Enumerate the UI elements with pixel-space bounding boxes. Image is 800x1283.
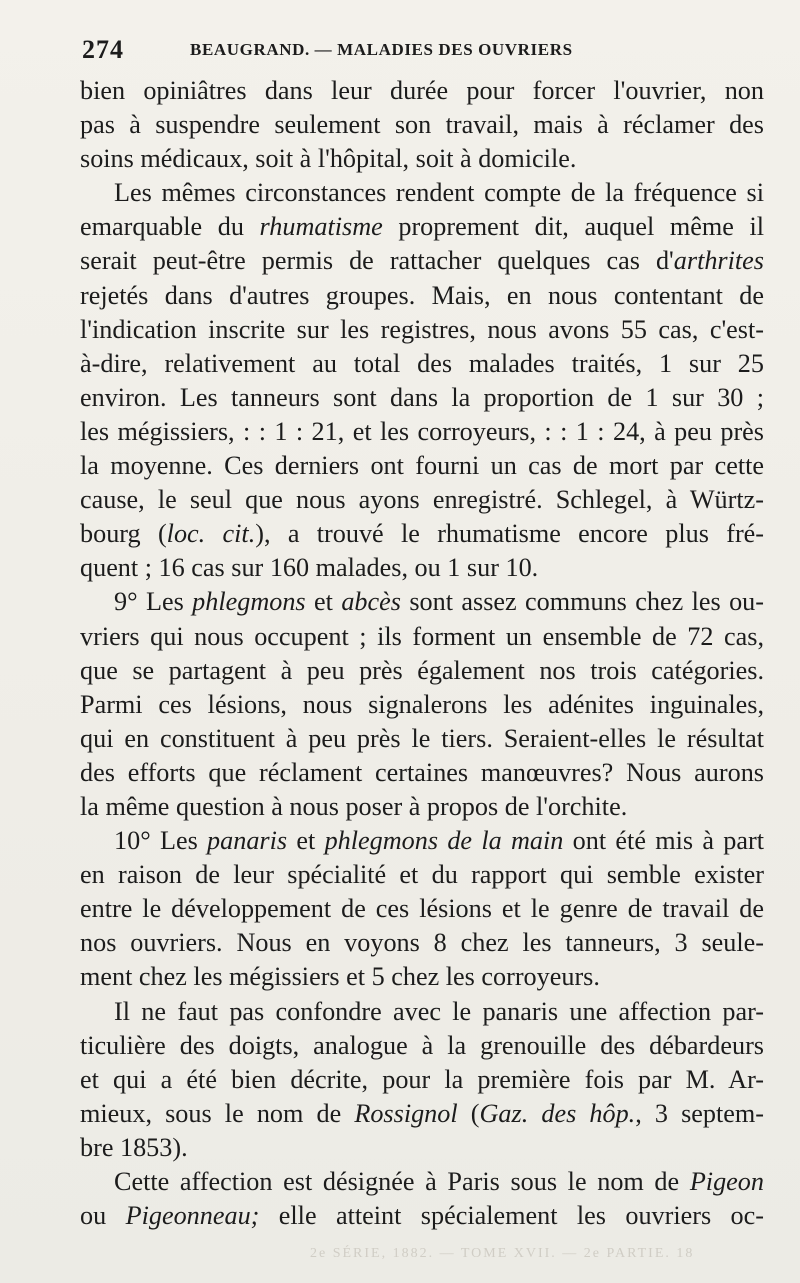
text-line: nos ouvriers. Nous en voyons 8 chez les tanneurs, 3 seule- — [80, 928, 764, 958]
text-line: mieux, sous le nom de Rossignol (Gaz. des hôp., 3 septem- — [80, 1098, 764, 1128]
text-line: pas à suspendre seulement son travail, mais à réclamer des — [80, 110, 764, 140]
text-line: la même question à nous poser à propos de l'orchite. — [80, 791, 628, 821]
text-line: et qui a été bien décrite, pour la première fois par M. Ar- — [80, 1064, 764, 1094]
text-line: quent ; 16 cas sur 160 malades, ou 1 sur 10. — [80, 553, 539, 583]
page-number: 274 — [82, 35, 124, 64]
bleed-through-footer: 2e SÉRIE, 1882. — TOME XVII. — 2e PARTIE. 18 — [310, 1246, 695, 1261]
text-line: que se partagent à peu près également nos trois catégories. — [80, 655, 764, 685]
running-head: BEAUGRAND. — MALADIES DES OUVRIERS — [190, 40, 573, 59]
paragraph-start-line: Il ne faut pas confondre avec le panaris une affection par- — [114, 996, 764, 1026]
text-line: bien opiniâtres dans leur durée pour forcer l'ouvrier, non — [80, 76, 764, 105]
italic-term: panaris — [207, 826, 288, 856]
paragraph-start-line: Cette affection est désignée à Paris sous le nom de Pigeon — [114, 1167, 764, 1196]
text-line: ticulière des doigts, analogue à la grenouille des débardeurs — [80, 1030, 764, 1060]
text-line: les mégissiers, : : 1 : 21, et les corroyeurs, : : 1 : 24, à peu près — [80, 416, 764, 446]
italic-term: rhumatisme — [259, 212, 383, 242]
text-line: bre 1853). — [80, 1132, 188, 1162]
text-line: à-dire, relativement au total des malades traités, 1 sur 25 — [80, 348, 764, 378]
italic-term: phlegmons — [192, 587, 306, 617]
text-line: ou Pigeonneau; elle atteint spécialement les ouvriers oc- — [80, 1201, 764, 1231]
text-line: entre le développement de ces lésions et le genre de travail de — [80, 894, 764, 924]
text-line: rejetés dans d'autres groupes. Mais, en nous contentant de — [80, 280, 764, 310]
italic-citation: loc. cit. — [166, 519, 256, 549]
paragraph-start-line: 10° Les panaris et phlegmons de la main ont été mis à part — [114, 826, 764, 856]
italic-term: phlegmons de la main — [324, 826, 564, 856]
italic-citation: Gaz. des hôp. — [479, 1098, 636, 1128]
text-line: cause, le seul que nous ayons enregistré. Schlegel, à Würtz- — [80, 485, 764, 515]
text-line: ment chez les mégissiers et 5 chez les corroyeurs. — [80, 962, 600, 992]
text-line: vriers qui nous occupent ; ils forment un ensemble de 72 cas, — [80, 621, 764, 651]
italic-term: abcès — [341, 587, 401, 617]
text-line: l'indication inscrite sur les registres, nous avons 55 cas, c'est- — [80, 314, 764, 344]
page-header — [82, 34, 762, 66]
text-line: emarquable du rhumatisme proprement dit, auquel même il — [80, 212, 765, 242]
text-line: soins médicaux, soit à l'hôpital, soit à domicile. — [80, 144, 577, 174]
body-text — [80, 74, 764, 1233]
text-line: environ. Les tanneurs sont dans la proportion de 1 sur 30 ; — [80, 382, 764, 412]
italic-term: Pigeonneau; — [125, 1201, 260, 1231]
text-line: la moyenne. Ces derniers ont fourni un cas de mort par cette — [80, 451, 764, 481]
italic-term: arthrites — [673, 246, 764, 276]
italic-term: Rossignol — [354, 1098, 458, 1128]
paragraph-start-line: Les mêmes circonstances rendent compte de la fréquence si — [114, 178, 764, 208]
text-line: bourg (loc. cit.), a trouvé le rhumatisme encore plus fré- — [80, 519, 765, 549]
text-line: serait peut-être permis de rattacher quelques cas d'arthrites — [80, 246, 764, 276]
italic-term: Pigeon — [689, 1167, 764, 1196]
text-line: en raison de leur spécialité et du rapport qui semble exister — [80, 860, 764, 890]
text-line: des efforts que réclament certaines manœuvres? Nous aurons — [80, 757, 764, 787]
paragraph-start-line: 9° Les phlegmons et abcès sont assez communs chez les ou- — [114, 587, 764, 617]
text-line: Parmi ces lésions, nous signalerons les adénites inguinales, — [80, 689, 764, 719]
text-line: qui en constituent à peu près le tiers. Seraient-elles le résultat — [80, 723, 764, 753]
